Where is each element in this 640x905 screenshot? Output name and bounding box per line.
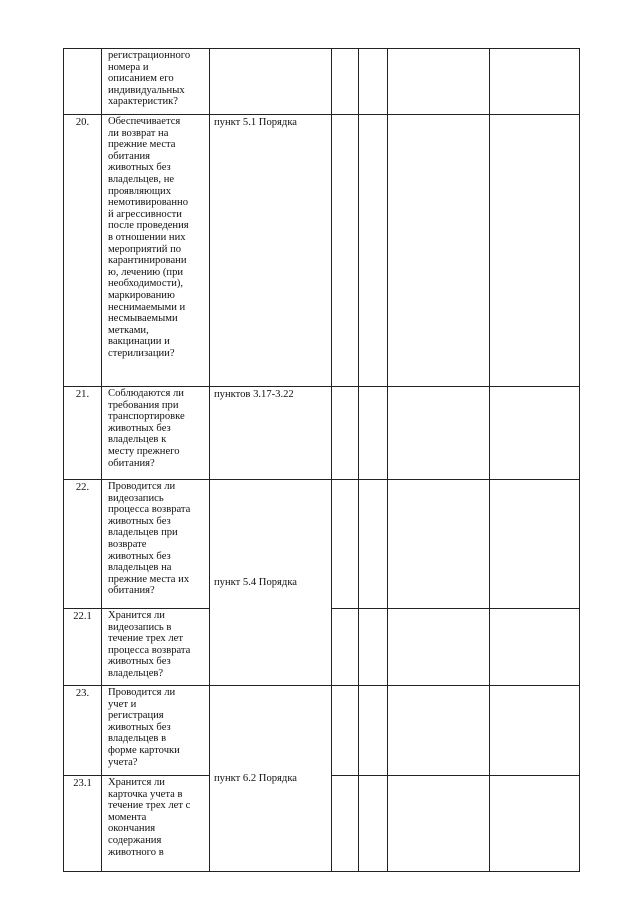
table-row xyxy=(64,480,580,609)
empty-cell xyxy=(332,609,359,686)
requirement-question: Обеспечивается ли возврат на прежние места обитания животных без владельцев, не проявляющих немотивированно й агрессивности после проведения в отношении них мероприятий по карантинировани ю, лечению (при необходимости), маркированию неснимаемыми и несмываемыми метками, вакцинации и стерилизации? xyxy=(102,115,210,387)
empty-cell xyxy=(490,387,580,480)
row-number: 23.1 xyxy=(64,776,102,872)
empty-cell xyxy=(388,609,490,686)
empty-cell xyxy=(359,609,388,686)
empty-cell xyxy=(490,480,580,609)
legal-reference: пункт 5.4 Порядка xyxy=(210,480,332,686)
empty-cell xyxy=(359,480,388,609)
empty-cell xyxy=(359,686,388,776)
empty-cell xyxy=(332,49,359,115)
empty-cell xyxy=(359,387,388,480)
row-number: 21. xyxy=(64,387,102,480)
requirement-question: Проводится ли учет и регистрация животных без владельцев в форме карточки учета? xyxy=(102,686,210,776)
table-row xyxy=(64,686,580,776)
legal-reference: пунктов 3.17-3.22 xyxy=(210,387,332,480)
table-row xyxy=(64,115,580,387)
empty-cell xyxy=(490,115,580,387)
empty-cell xyxy=(388,387,490,480)
table-row xyxy=(64,49,580,115)
requirement-question: Хранится ли карточка учета в течение трех лет с момента окончания содержания животного в xyxy=(102,776,210,872)
empty-cell xyxy=(490,776,580,872)
requirement-question: Хранится ли видеозапись в течение трех лет процесса возврата животных без владельцев? xyxy=(102,609,210,686)
empty-cell xyxy=(388,49,490,115)
empty-cell xyxy=(332,480,359,609)
row-number: 20. xyxy=(64,115,102,387)
row-number: 22.1 xyxy=(64,609,102,686)
requirement-question: регистрационного номера и описанием его индивидуальных характеристик? xyxy=(102,49,210,115)
empty-cell xyxy=(359,776,388,872)
row-number: 22. xyxy=(64,480,102,609)
empty-cell xyxy=(490,609,580,686)
row-number: 23. xyxy=(64,686,102,776)
empty-cell xyxy=(332,686,359,776)
empty-cell xyxy=(332,115,359,387)
empty-cell xyxy=(388,480,490,609)
empty-cell xyxy=(359,115,388,387)
legal-reference: пункт 6.2 Порядка xyxy=(210,686,332,872)
empty-cell xyxy=(359,49,388,115)
row-number xyxy=(64,49,102,115)
checklist-table xyxy=(63,48,580,872)
legal-reference xyxy=(210,49,332,115)
empty-cell xyxy=(388,115,490,387)
table-row xyxy=(64,387,580,480)
requirement-question: Проводится ли видеозапись процесса возврата животных без владельцев при возврате животных без владельцев на прежние места их обитания? xyxy=(102,480,210,609)
empty-cell xyxy=(388,776,490,872)
empty-cell xyxy=(490,686,580,776)
empty-cell xyxy=(332,387,359,480)
empty-cell xyxy=(332,776,359,872)
legal-reference: пункт 5.1 Порядка xyxy=(210,115,332,387)
requirement-question: Соблюдаются ли требования при транспортировке животных без владельцев к месту прежнего обитания? xyxy=(102,387,210,480)
empty-cell xyxy=(490,49,580,115)
empty-cell xyxy=(388,686,490,776)
